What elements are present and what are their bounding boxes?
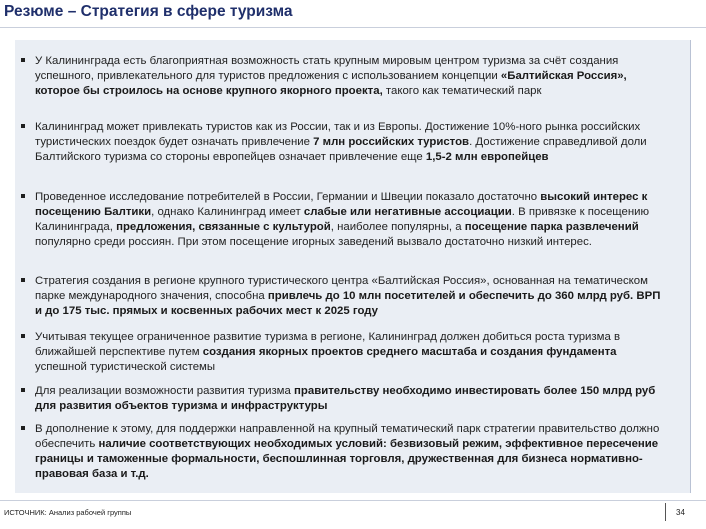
bullet-text-run: , однако Калининград имеет [151,206,304,219]
bullet-item [15,330,665,375]
bullet-text-emphasis: наличие соответствующих необходимых условий: безвизовый режим, эффективное пересечение границы и таможенные формальности, беспошлинная торговля, дружественная для бизнеса нормативно-правовая база и т.д. [35,438,659,481]
page-number: 34 [676,508,685,517]
bullet-text-emphasis: создания якорных проектов среднего масштаба и создания фундамента [202,346,617,359]
bullet-text [35,54,665,99]
bullet-marker-icon [21,388,25,392]
bullet-marker-icon [21,194,25,198]
bullet-text-emphasis: «Балтийская Россия», которое бы строилось на основе крупного якорного проекта, [35,70,627,98]
bullet-item [15,54,665,99]
bullet-text-run: У Калининграда есть благоприятная возможность стать крупным мировым центром туризма за счёт создания успешного, привлекательного для туристов предложения с использованием концепции [35,55,619,83]
summary-panel [15,40,691,493]
bullet-text [35,120,665,165]
bullet-text-run: успешной туристической системы [35,361,216,374]
bullet-text-emphasis: 1,5-2 млн европейцев [425,151,549,164]
bullet-item [15,274,665,319]
bullet-text-emphasis: слабые или негативные ассоциации [303,206,512,219]
bullet-marker-icon [21,58,25,62]
bullet-text-run: Проведенное исследование потребителей в России, Германии и Швеции показало достаточно [35,191,541,203]
bullet-text [35,422,665,482]
bullet-item [15,422,665,482]
bullet-text-run: такого как тематический парк [382,85,542,98]
bullet-text [35,274,665,319]
bullet-text [35,384,665,414]
bullet-text-emphasis: высокий интерес к посещению Балтики [35,191,648,219]
bullet-item [15,384,665,414]
page-title: Резюме – Стратегия в сфере туризма [4,3,293,20]
bullet-text-emphasis: предложения, связанные с культурой [116,221,331,234]
bullet-text [35,190,665,250]
bullet-text-emphasis: 7 млн российских туристов [313,136,470,149]
bullet-text-emphasis: привлечь до 10 млн посетителей и обеспечить до 360 млрд руб. ВРП и до 175 тыс. прямых и косвенных рабочих мест к 2025 году [35,290,661,318]
bullet-text-run: Калининград может привлекать туристов как из России, так и из Европы. Достижение 10%-ного рынка российских туристических поездок будет означать привлечение [35,121,641,149]
bullet-text-emphasis: посещение парка развлечений [464,221,639,234]
bullet-text-run: популярно среди россиян. При этом посещение игорных заведений вызвало достаточно низкий интерес. [35,236,592,249]
bullet-marker-icon [21,334,25,338]
bullet-text-run: . В привязке к посещению Калининграда, [35,206,650,234]
bullet-item [15,120,665,165]
bullet-text-run: Стратегия создания в регионе крупного туристического центра «Балтийская Россия», основанная на тематическом парке международного значения, способна [35,275,648,303]
page-separator [665,503,666,521]
bullet-marker-icon [21,278,25,282]
source-note: ИСТОЧНИК: Анализ рабочей группы [4,508,132,517]
bullet-text-run: Для реализации возможности развития туризма [35,385,295,397]
bullet-text-run: Учитывая текущее ограниченное развитие туризма в регионе, Калининград должен добиться роста туризма в ближайшей перспективе путем [35,331,621,359]
bullet-text [35,330,665,375]
title-divider [0,27,706,28]
bullet-marker-icon [21,124,25,128]
bullet-text-run: , наиболее популярны, а [330,221,465,234]
bullet-item [15,190,665,250]
bullet-text-run: В дополнение к этому, для поддержки направленной на крупный тематический парк стратегии правительство должно обеспечить [35,423,660,451]
footer-divider [0,500,706,501]
bullet-text-emphasis: правительству необходимо инвестировать более 150 млрд руб для развития объектов туризма и инфраструктуры [35,385,656,413]
bullet-marker-icon [21,426,25,430]
bullet-text-run: . Достижение справедливой доли Балтийского туризма со стороны европейцев означает привлечение еще [35,136,647,164]
